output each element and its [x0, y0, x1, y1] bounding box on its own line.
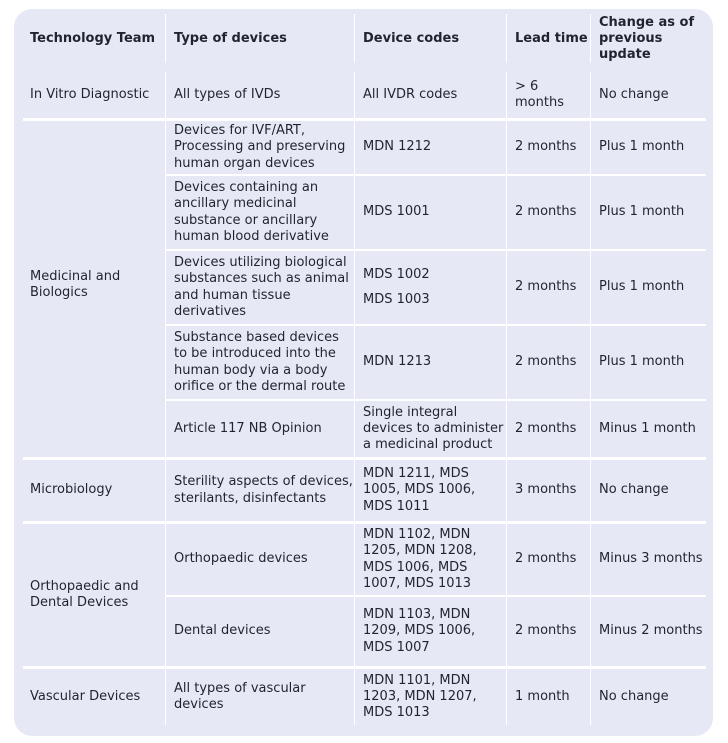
row-med1-lead: 2 months — [506, 121, 590, 174]
row-ivd-team: In Vitro Diagnostic — [30, 86, 150, 102]
row-micro-team: Microbiology — [30, 482, 113, 498]
lead-time-table — [23, 14, 706, 725]
row-vasc-type: All types of vascular devices — [165, 669, 354, 725]
row-vasc-codes: MDN 1101, MDN 1203, MDN 1207, MDS 1013 — [354, 669, 506, 725]
row-med4-codes: MDN 1213 — [354, 326, 506, 399]
row-med3-codes — [354, 251, 506, 324]
row-med3-code-b: MDS 1003 — [363, 291, 430, 307]
header-change: Change as of previous update — [590, 14, 706, 63]
row-med1-codes: MDN 1212 — [354, 121, 506, 174]
header-lead: Lead time — [506, 14, 590, 63]
row-vasc-change: No change — [590, 669, 706, 725]
row-med5-lead: 2 months — [506, 401, 590, 457]
row-micro-change: No change — [590, 460, 706, 521]
row-med2-type: Devices containing an ancillary medicinal substance or ancillary human blood derivative — [165, 176, 354, 249]
row-med5-change: Minus 1 month — [590, 401, 706, 457]
row-vasc-team: Vascular Devices — [30, 688, 141, 704]
lead-time-table-card — [14, 9, 713, 736]
row-med3-type: Devices utilizing biological substances such as animal and human tissue derivatives — [165, 251, 354, 324]
row-vasc-lead: 1 month — [506, 669, 590, 725]
row-micro-codes: MDN 1211, MDS 1005, MDS 1006, MDS 1011 — [354, 460, 506, 521]
row-ortho1-change: Minus 3 months — [590, 524, 706, 595]
row-med5-codes: Single integral devices to administer a medicinal product — [354, 401, 506, 457]
row-med2-lead: 2 months — [506, 176, 590, 249]
row-ortho2-change: Minus 2 months — [590, 597, 706, 666]
header-type: Type of devices — [165, 14, 354, 63]
header-team: Technology Team — [30, 30, 156, 46]
row-ortho2-type: Dental devices — [165, 597, 354, 666]
row-ortho1-codes: MDN 1102, MDN 1205, MDN 1208, MDS 1006, MDS 1007, MDS 1013 — [354, 524, 506, 595]
header-spacer — [23, 63, 706, 72]
header-codes: Device codes — [354, 14, 506, 63]
row-med4-lead: 2 months — [506, 326, 590, 399]
row-ortho1-lead: 2 months — [506, 524, 590, 595]
row-med5-type: Article 117 NB Opinion — [165, 401, 354, 457]
row-ortho2-codes: MDN 1103, MDN 1209, MDS 1006, MDS 1007 — [354, 597, 506, 666]
row-med4-type: Substance based devices to be introduced into the human body via a body orifice or the dermal route — [165, 326, 354, 399]
row-medicinal-team: Medicinal and Biologics — [30, 268, 121, 300]
row-med2-change: Plus 1 month — [590, 176, 706, 249]
row-ortho1-type: Orthopaedic devices — [165, 524, 354, 595]
row-med1-type: Devices for IVF/ART, Processing and preserving human organ devices — [165, 121, 354, 174]
row-med3-lead: 2 months — [506, 251, 590, 324]
row-ivd-change: No change — [590, 72, 706, 118]
row-med2-codes: MDS 1001 — [354, 176, 506, 249]
row-med1-change: Plus 1 month — [590, 121, 706, 174]
row-micro-type: Sterility aspects of devices, sterilants, disinfectants — [165, 460, 354, 521]
row-med3-change: Plus 1 month — [590, 251, 706, 324]
row-ortho2-lead: 2 months — [506, 597, 590, 666]
row-ivd-type: All types of IVDs — [165, 72, 354, 118]
row-ortho-team: Orthopaedic and Dental Devices — [30, 578, 139, 610]
row-ivd-codes: All IVDR codes — [354, 72, 506, 118]
row-micro-lead: 3 months — [506, 460, 590, 521]
row-med3-code-a: MDS 1002 — [363, 267, 430, 283]
row-med4-change: Plus 1 month — [590, 326, 706, 399]
row-ivd-lead: > 6 months — [506, 72, 590, 118]
